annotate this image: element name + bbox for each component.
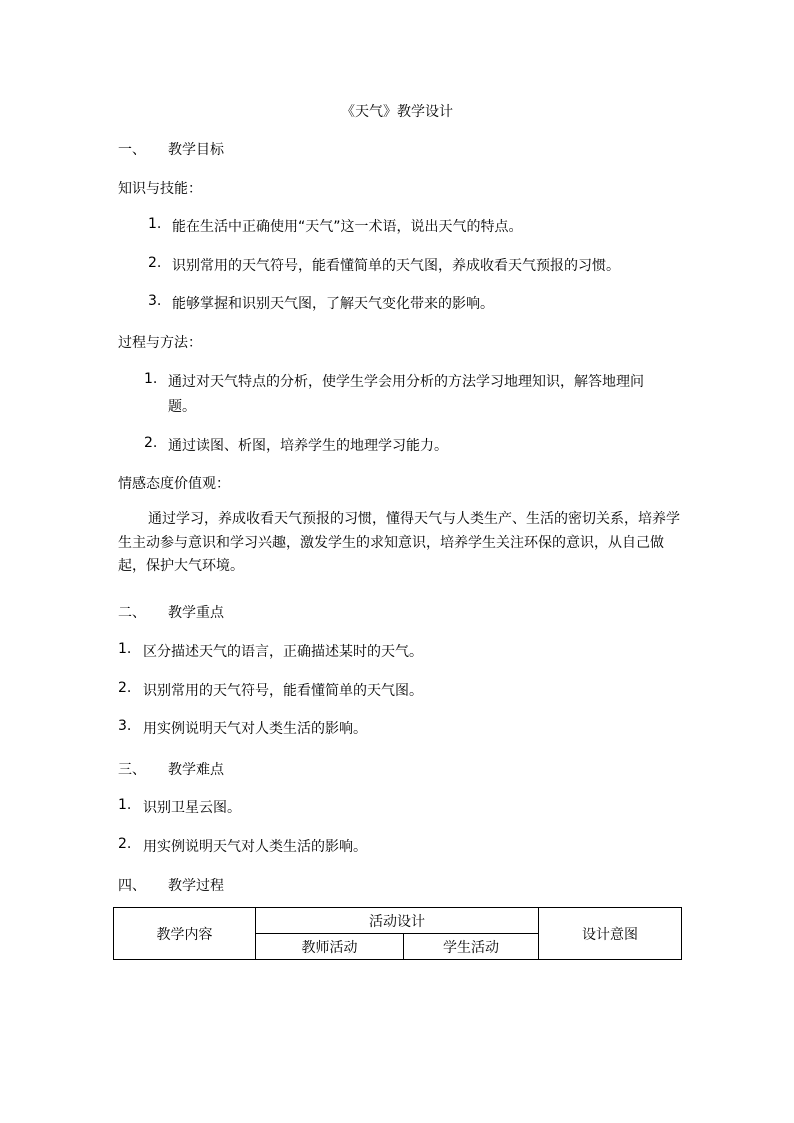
difficulty-2-text: 用实例说明天气对人类生活的影响。 [143,839,367,855]
knowledge-item-3-text: 能够掌握和识别天气图，了解天气变化带来的影响。 [172,296,494,312]
process-item-2-number: 2. [144,435,158,451]
knowledge-item-2-text: 识别常用的天气符号，能看懂简单的天气图，养成收看天气预报的习惯。 [172,258,620,274]
table-header-activity: 活动设计 [256,908,539,934]
section-3-number: 三、 [118,762,146,778]
knowledge-item-1-number: 1. [148,216,162,232]
section-1-heading: 教学目标 [168,142,224,158]
document-title: 《天气》教学设计 [341,104,453,120]
knowledge-item-3-number: 3. [148,293,162,309]
keypoint-2-text: 识别常用的天气符号，能看懂简单的天气图。 [143,683,423,699]
keypoint-1-text: 区分描述天气的语言，正确描述某时的天气。 [143,644,423,660]
knowledge-item-1-text: 能在生活中正确使用“天气”这一术语，说出天气的特点。 [172,219,523,235]
teaching-process-table [113,907,682,960]
section-4-number: 四、 [118,878,146,894]
keypoint-2-number: 2. [118,680,132,696]
difficulty-2-number: 2. [118,836,132,852]
process-item-1-continuation: 题。 [168,399,196,415]
difficulty-1-text: 识别卫星云图。 [143,800,241,816]
process-item-1-number: 1. [144,371,158,387]
section-2-heading: 教学重点 [168,605,224,621]
table-header-intent: 设计意图 [539,908,682,960]
section-3-heading: 教学难点 [168,762,224,778]
emotion-label: 情感态度价值观： [118,476,230,492]
section-2-number: 二、 [118,605,146,621]
keypoint-3-number: 3. [118,718,132,734]
table-header-content: 教学内容 [114,908,256,960]
keypoint-3-text: 用实例说明天气对人类生活的影响。 [143,721,367,737]
process-label: 过程与方法： [118,335,202,351]
process-item-2-text: 通过读图、析图，培养学生的地理学习能力。 [168,438,448,454]
knowledge-label: 知识与技能： [118,181,202,197]
section-1-number: 一、 [118,142,146,158]
keypoint-1-number: 1. [118,641,132,657]
table-header-teacher: 教师活动 [256,934,404,960]
process-item-1-text: 通过对天气特点的分析，使学生学会用分析的方法学习地理知识，解答地理问 [168,374,644,390]
emotion-paragraph: 通过学习，养成收看天气预报的习惯，懂得天气与人类生产、生活的密切关系，培养学生主动参与意识和学习兴趣，激发学生的求知意识，培养学生关注环保的意识，从自己做起，保护大气环境。 [118,511,680,574]
table-header-student: 学生活动 [404,934,539,960]
section-4-heading: 教学过程 [168,878,224,894]
knowledge-item-2-number: 2. [148,255,162,271]
difficulty-1-number: 1. [118,797,132,813]
